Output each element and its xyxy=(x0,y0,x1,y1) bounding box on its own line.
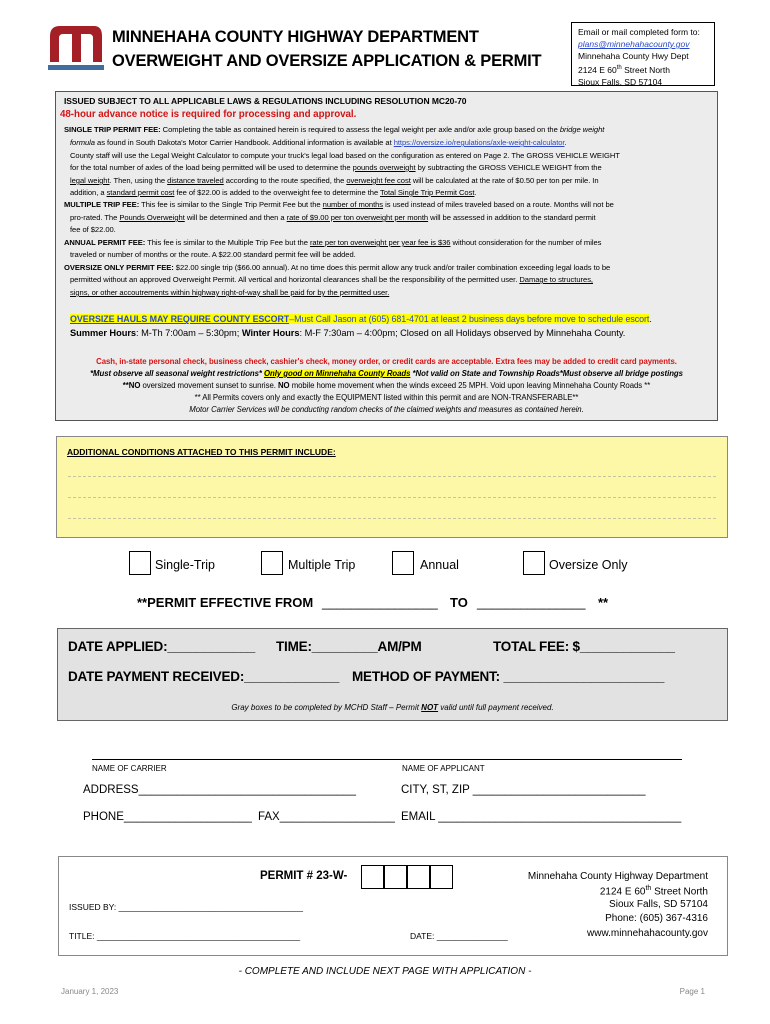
single-trip-line-6: addition, a standard permit cost fee of $22.00 is added to the overweight fee to determine the Total Single Trip Permit Cost. xyxy=(70,188,477,197)
applicant-label: NAME OF APPLICANT xyxy=(402,764,485,773)
payment-method-field[interactable]: METHOD OF PAYMENT: ______________________ xyxy=(352,669,665,684)
permit-digit-box[interactable] xyxy=(407,865,430,889)
email-field[interactable]: EMAIL ______________________________________ xyxy=(401,811,682,823)
single-trip-line-1: SINGLE TRIP PERMIT FEE: Completing the table as contained herein is required to assess the legal weight per axle and/or axle group based on the bridge weight xyxy=(64,125,605,134)
single-trip-line-5: legal weight. Then, using the distance traveled according to the route specified, the overweight fee cost will be calculated at the rate of $0.50 per ton per mile. In xyxy=(70,176,599,185)
carrier-label: NAME OF CARRIER xyxy=(92,764,167,773)
advance-notice: 48-hour advance notice is required for processing and approval. xyxy=(60,109,357,120)
annual-checkbox[interactable] xyxy=(392,551,414,575)
contact-dept: Minnehaha County Hwy Dept xyxy=(578,51,689,61)
single-trip-label: Single-Trip xyxy=(155,558,215,572)
city-state-zip-field[interactable]: CITY, ST, ZIP ___________________________ xyxy=(401,784,646,796)
date-field[interactable]: DATE: _______________ xyxy=(410,931,508,941)
multiple-trip-line-1: MULTIPLE TRIP FEE: This fee is similar to the Single Trip Permit Fee but the number of months is used instead of miles traveled based on a route. Months will not be xyxy=(64,200,614,209)
issued-by-field[interactable]: ISSUED BY: _______________________________________ xyxy=(69,902,303,912)
single-trip-line-3: County staff will use the Legal Weight Calculator to compute your truck's legal load based on the configuration as entered on Page 2. The GROSS VEHICLE WEIGHT xyxy=(70,151,620,160)
contact-email-link[interactable]: plans@minnehahacounty.gov xyxy=(578,39,690,49)
office-hours: Summer Hours: M-Th 7:00am – 5:30pm; Winter Hours: M-F 7:30am – 4:00pm; Closed on all Holidays observed by Minnehaha County. xyxy=(70,328,626,338)
multiple-trip-line-2: pro-rated. The Pounds Overweight will be determined and then a rate of $9.00 per ton overweight per month will be assessed in addition to the standard permit xyxy=(70,213,596,222)
contact-city: Sioux Falls, SD 57104 xyxy=(578,76,663,87)
county-m-logo-icon xyxy=(48,22,104,72)
effective-label: **PERMIT EFFECTIVE FROM xyxy=(137,595,314,610)
address-field[interactable]: ADDRESS__________________________________ xyxy=(83,784,357,796)
title-line-1: MINNEHAHA COUNTY HIGHWAY DEPARTMENT xyxy=(112,28,479,46)
title-field[interactable]: TITLE: ___________________________________________ xyxy=(69,931,301,941)
staff-note: Gray boxes to be completed by MCHD Staff – Permit NOT valid until full payment received. xyxy=(231,703,554,712)
dept-name: Minnehaha County Highway Department xyxy=(527,871,708,882)
multiple-trip-label: Multiple Trip xyxy=(288,558,356,572)
equipment-notice: ** All Permits covers only and exactly the EQUIPMENT listed within this permit and are NON-TRANSFERABLE** xyxy=(194,393,579,402)
multiple-trip-line-3: fee of $22.00. xyxy=(70,225,116,234)
date-applied-field[interactable]: DATE APPLIED:____________ xyxy=(68,639,256,654)
seasonal-notice: *Must observe all seasonal weight restrictions* Only good on Minnehaha County Roads *Not valid on State and Township Roads*Must observe all bridge postings xyxy=(90,369,683,378)
time-field[interactable]: TIME:_________AM/PM xyxy=(276,639,422,654)
escort-notice: OVERSIZE HAULS MAY REQUIRE COUNTY ESCORT–Must Call Jason at (605) 681-4701 at least 2 business days before move to schedule escort. xyxy=(70,314,652,324)
condition-line xyxy=(68,476,716,477)
page-number: Page 1 xyxy=(679,987,705,996)
effective-to-label: TO xyxy=(450,595,468,610)
contact-street: 2124 E 60th Street North xyxy=(578,64,670,75)
dept-website-link[interactable]: www.minnehahacounty.gov xyxy=(587,928,708,939)
footer-date: January 1, 2023 xyxy=(61,987,119,996)
random-checks-notice: Motor Carrier Services will be conducting random checks of the claimed weights and measures as contained herein. xyxy=(189,405,584,414)
date-payment-field[interactable]: DATE PAYMENT RECEIVED:_____________ xyxy=(68,669,340,684)
single-trip-checkbox[interactable] xyxy=(129,551,151,575)
total-fee-field[interactable]: TOTAL FEE: $_____________ xyxy=(493,639,675,654)
contact-instruction: Email or mail completed form to: xyxy=(578,27,700,37)
permit-digit-box[interactable] xyxy=(384,865,407,889)
single-trip-line-4: for the total number of axles of the load being permitted will be used to determine the pounds overweight by subtracting the GROSS VEHICLE WEIGHT from the xyxy=(70,163,602,172)
oversize-line-1: OVERSIZE ONLY PERMIT FEE: $22.00 single trip ($66.00 annual). At no time does this permit allow any truck and/or trailer combination exceeding legal loads to be xyxy=(64,263,611,272)
annual-line-2: traveled or number of months or the route. A $22.00 standard permit fee will be added. xyxy=(70,250,356,259)
annual-label: Annual xyxy=(420,558,459,572)
next-page-notice: - COMPLETE AND INCLUDE NEXT PAGE WITH APPLICATION - xyxy=(238,966,532,977)
oversize-only-label: Oversize Only xyxy=(549,558,628,572)
multiple-trip-checkbox[interactable] xyxy=(261,551,283,575)
contact-box xyxy=(571,22,715,86)
annual-line-1: ANNUAL PERMIT FEE: This fee is similar to the Multiple Trip Fee but the rate per ton overweight per year fee is $36 without consideration for the number of miles xyxy=(64,238,602,247)
dept-city: Sioux Falls, SD 57104 xyxy=(609,899,708,910)
phone-field[interactable]: PHONE____________________ xyxy=(83,811,252,823)
condition-line xyxy=(68,518,716,519)
single-trip-line-2: formula as found in South Dakota's Motor Carrier Handbook. Additional information is available at https://oversize.io/regulations/axle-weight-calculator. xyxy=(70,138,567,147)
axle-calculator-link[interactable]: https://oversize.io/regulations/axle-weight-calculator xyxy=(393,138,565,147)
payment-notice: Cash, in-state personal check, business check, cashier's check, money order, or credit cards are acceptable. Extra fees may be added to credit card payments. xyxy=(96,357,677,366)
permit-number-label: PERMIT # 23-W- xyxy=(260,870,348,882)
oversize-line-3: signs, or other accoutrements within highway right-of-way shall be paid for by the permitted user. xyxy=(70,288,390,297)
fax-field[interactable]: FAX__________________ xyxy=(258,811,395,823)
carrier-applicant-line[interactable] xyxy=(92,759,682,760)
permit-digit-box[interactable] xyxy=(361,865,384,889)
dept-street: 2124 E 60th Street North xyxy=(599,885,708,898)
oversize-line-2: permitted without an approved Overweight Permit. All vertical and horizontal clearances shall be the responsibility of the permitted user. Damage to structures, xyxy=(70,275,593,284)
effective-to-field[interactable]: _______________ xyxy=(477,595,586,610)
oversize-only-checkbox[interactable] xyxy=(523,551,545,575)
condition-line xyxy=(68,497,716,498)
conditions-title: ADDITIONAL CONDITIONS ATTACHED TO THIS PERMIT INCLUDE: xyxy=(67,447,336,457)
effective-suffix: ** xyxy=(598,595,609,610)
effective-from-field[interactable]: ________________ xyxy=(322,595,438,610)
issued-notice: ISSUED SUBJECT TO ALL APPLICABLE LAWS & REGULATIONS INCLUDING RESOLUTION MC20-70 xyxy=(64,96,467,106)
dept-phone: Phone: (605) 367-4316 xyxy=(605,913,708,924)
title-line-2: OVERWEIGHT AND OVERSIZE APPLICATION & PERMIT xyxy=(112,52,542,70)
sunset-notice: **NO oversized movement sunset to sunrise. NO mobile home movement when the winds exceed 25 MPH. Void upon leaving Minnehaha County Roads ** xyxy=(122,381,651,390)
permit-digit-box[interactable] xyxy=(430,865,453,889)
